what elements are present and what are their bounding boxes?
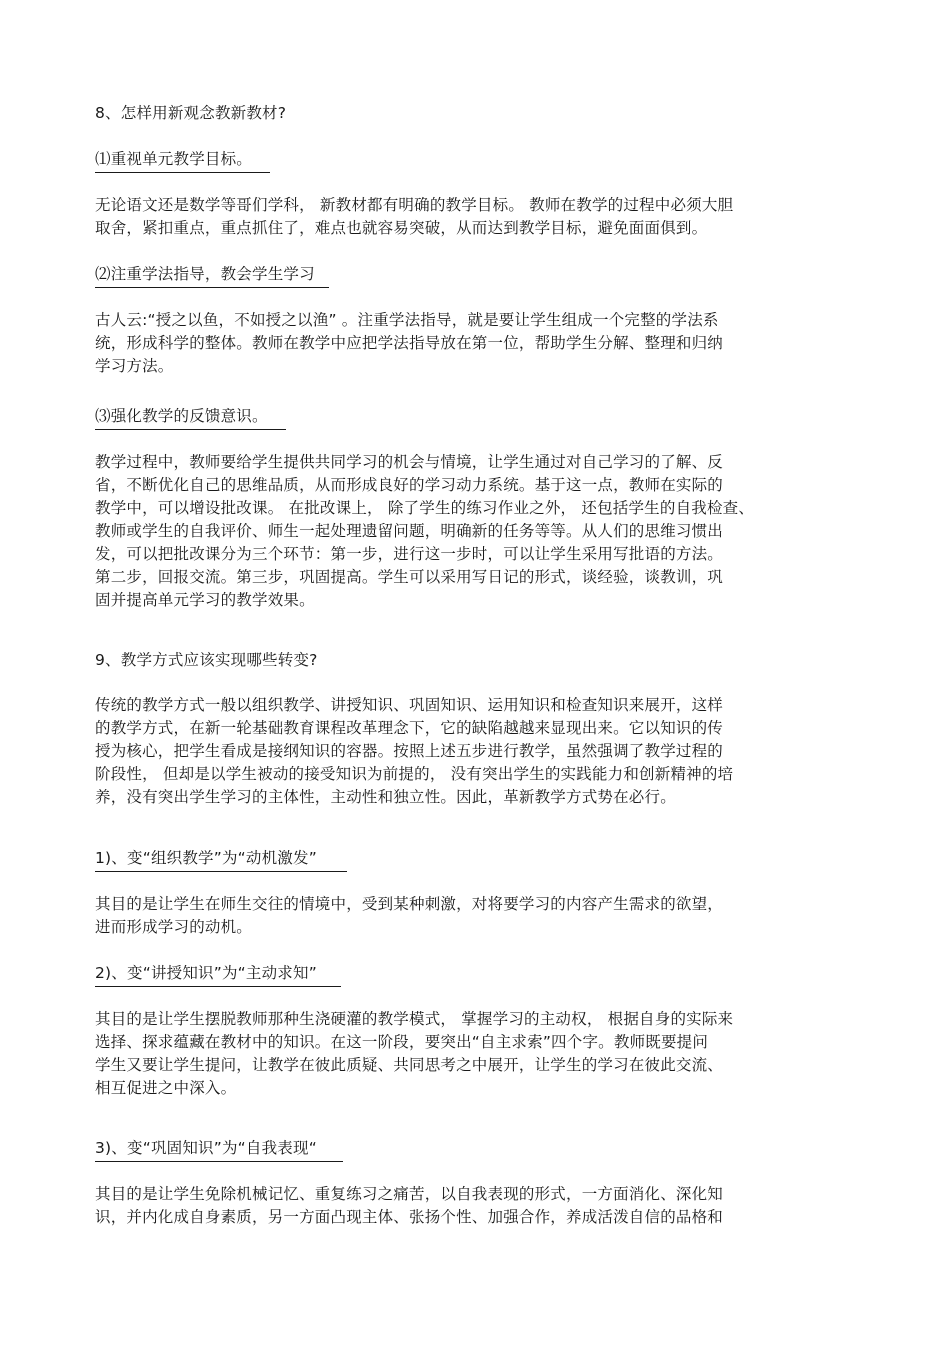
paragraph-line: 识，并内化成自身素质，另一方面凸现主体、张扬个性、加强合作，养成活泼自信的品格和 — [95, 1208, 724, 1226]
paragraph-line: 其目的是让学生免除机械记忆、重复练习之痛苦，以自我表现的形式，一方面消化、深化知 — [95, 1185, 724, 1203]
paragraph-line: 授为核心，把学生看成是接纲知识的容器。按照上述五步进行教学，虽然强调了教学过程的 — [95, 742, 724, 760]
paragraph-line: 无论语文还是数学等哥们学科， 新教材都有明确的教学目标。 教师在教学的过程中必须大胆 — [95, 196, 734, 214]
transformation-2-heading — [95, 962, 341, 987]
paragraph-line: 取舍，紧扣重点，重点抓住了，难点也就容易突破，从而达到教学目标，避免面面俱到。 — [95, 219, 708, 237]
question-9-intro — [95, 694, 733, 809]
paragraph-line: 养，没有突出学生学习的主体性，主动性和独立性。因此，革新教学方式势在必行。 — [95, 788, 676, 806]
paragraph-line: 统，形成科学的整体。教师在教学中应把学法指导放在第一位，帮助学生分解、整理和归纳 — [95, 334, 724, 352]
paragraph-line: 教学过程中，教师要给学生提供共同学习的机会与情境，让学生通过对自己学习的了解、反 — [95, 453, 724, 471]
section-1-heading — [95, 148, 270, 173]
paragraph-line: 阶段性， 但却是以学生被动的接受知识为前提的， 没有突出学生的实践能力和创新精神的培 — [95, 765, 734, 783]
section-1-paragraph — [95, 194, 733, 240]
paragraph-line: 教师或学生的自我评价、师生一起处理遗留问题，明确新的任务等等。从人们的思维习惯出 — [95, 522, 724, 540]
transformation-2-paragraph — [95, 1008, 733, 1100]
paragraph-line: 进而形成学习的动机。 — [95, 918, 253, 936]
paragraph-line: 传统的教学方式一般以组织教学、讲授知识、巩固知识、运用知识和检查知识来展开，这样 — [95, 696, 724, 714]
section-3-paragraph — [95, 451, 754, 612]
paragraph-line: 发，可以把批改课分为三个环节：第一步，进行这一步时，可以让学生采用写批语的方法。 — [95, 545, 724, 563]
question-9-title: 9、教学方式应该实现哪些转变? — [95, 651, 318, 669]
paragraph-line: 第二步，回报交流。第三步，巩固提高。学生可以采用写日记的形式，谈经验，谈教训，巩 — [95, 568, 724, 586]
paragraph-line: 学生又要让学生提问，让教学在彼此质疑、共同思考之中展开，让学生的学习在彼此交流、 — [95, 1056, 724, 1074]
section-2-paragraph — [95, 309, 723, 378]
transformation-3-heading — [95, 1137, 343, 1162]
section-1-heading-text: ⑴重视单元教学目标。 — [95, 148, 270, 173]
paragraph-line: 的教学方式，在新一轮基础教育课程改革理念下，它的缺陷越越来显现出来。它以知识的传 — [95, 719, 724, 737]
paragraph-line: 教学中，可以增设批改课。 在批改课上， 除了学生的练习作业之外， 还包括学生的自我检查、 — [95, 499, 755, 517]
section-2-heading — [95, 263, 329, 288]
paragraph-line: 选择、探求蕴藏在教材中的知识。在这一阶段，要突出“自主求索”四个字。教师既要提问 — [95, 1033, 709, 1051]
transformation-3-paragraph — [95, 1183, 723, 1229]
question-8-title: 8、怎样用新观念教新教材? — [95, 104, 287, 122]
paragraph-line: 省，不断优化自己的思维品质，从而形成良好的学习动力系统。基于这一点，教师在实际的 — [95, 476, 724, 494]
paragraph-line: 其目的是让学生摆脱教师那种生浇硬灌的教学模式， 掌握学习的主动权， 根据自身的实际来 — [95, 1010, 734, 1028]
section-2-heading-text: ⑵注重学法指导，教会学生学习 — [95, 263, 329, 288]
paragraph-line: 固并提高单元学习的教学效果。 — [95, 591, 315, 609]
transformation-1-heading — [95, 847, 347, 872]
transformation-2-heading-text: 2)、变“讲授知识”为“主动求知” — [95, 962, 341, 987]
transformation-1-heading-text: 1)、变“组织教学”为“动机激发” — [95, 847, 347, 872]
paragraph-line: 相互促进之中深入。 — [95, 1079, 237, 1097]
section-3-heading — [95, 405, 286, 430]
transformation-1-paragraph — [95, 893, 723, 939]
paragraph-line: 古人云:“授之以鱼，不如授之以渔” 。注重学法指导，就是要让学生组成一个完整的学法系 — [95, 311, 719, 329]
section-3-heading-text: ⑶强化教学的反馈意识。 — [95, 405, 286, 430]
paragraph-line: 其目的是让学生在师生交往的情境中，受到某种刺激，对将要学习的内容产生需求的欲望， — [95, 895, 724, 913]
transformation-3-heading-text: 3)、变“巩固知识”为“自我表现“ — [95, 1137, 343, 1162]
paragraph-line: 学习方法。 — [95, 357, 174, 375]
